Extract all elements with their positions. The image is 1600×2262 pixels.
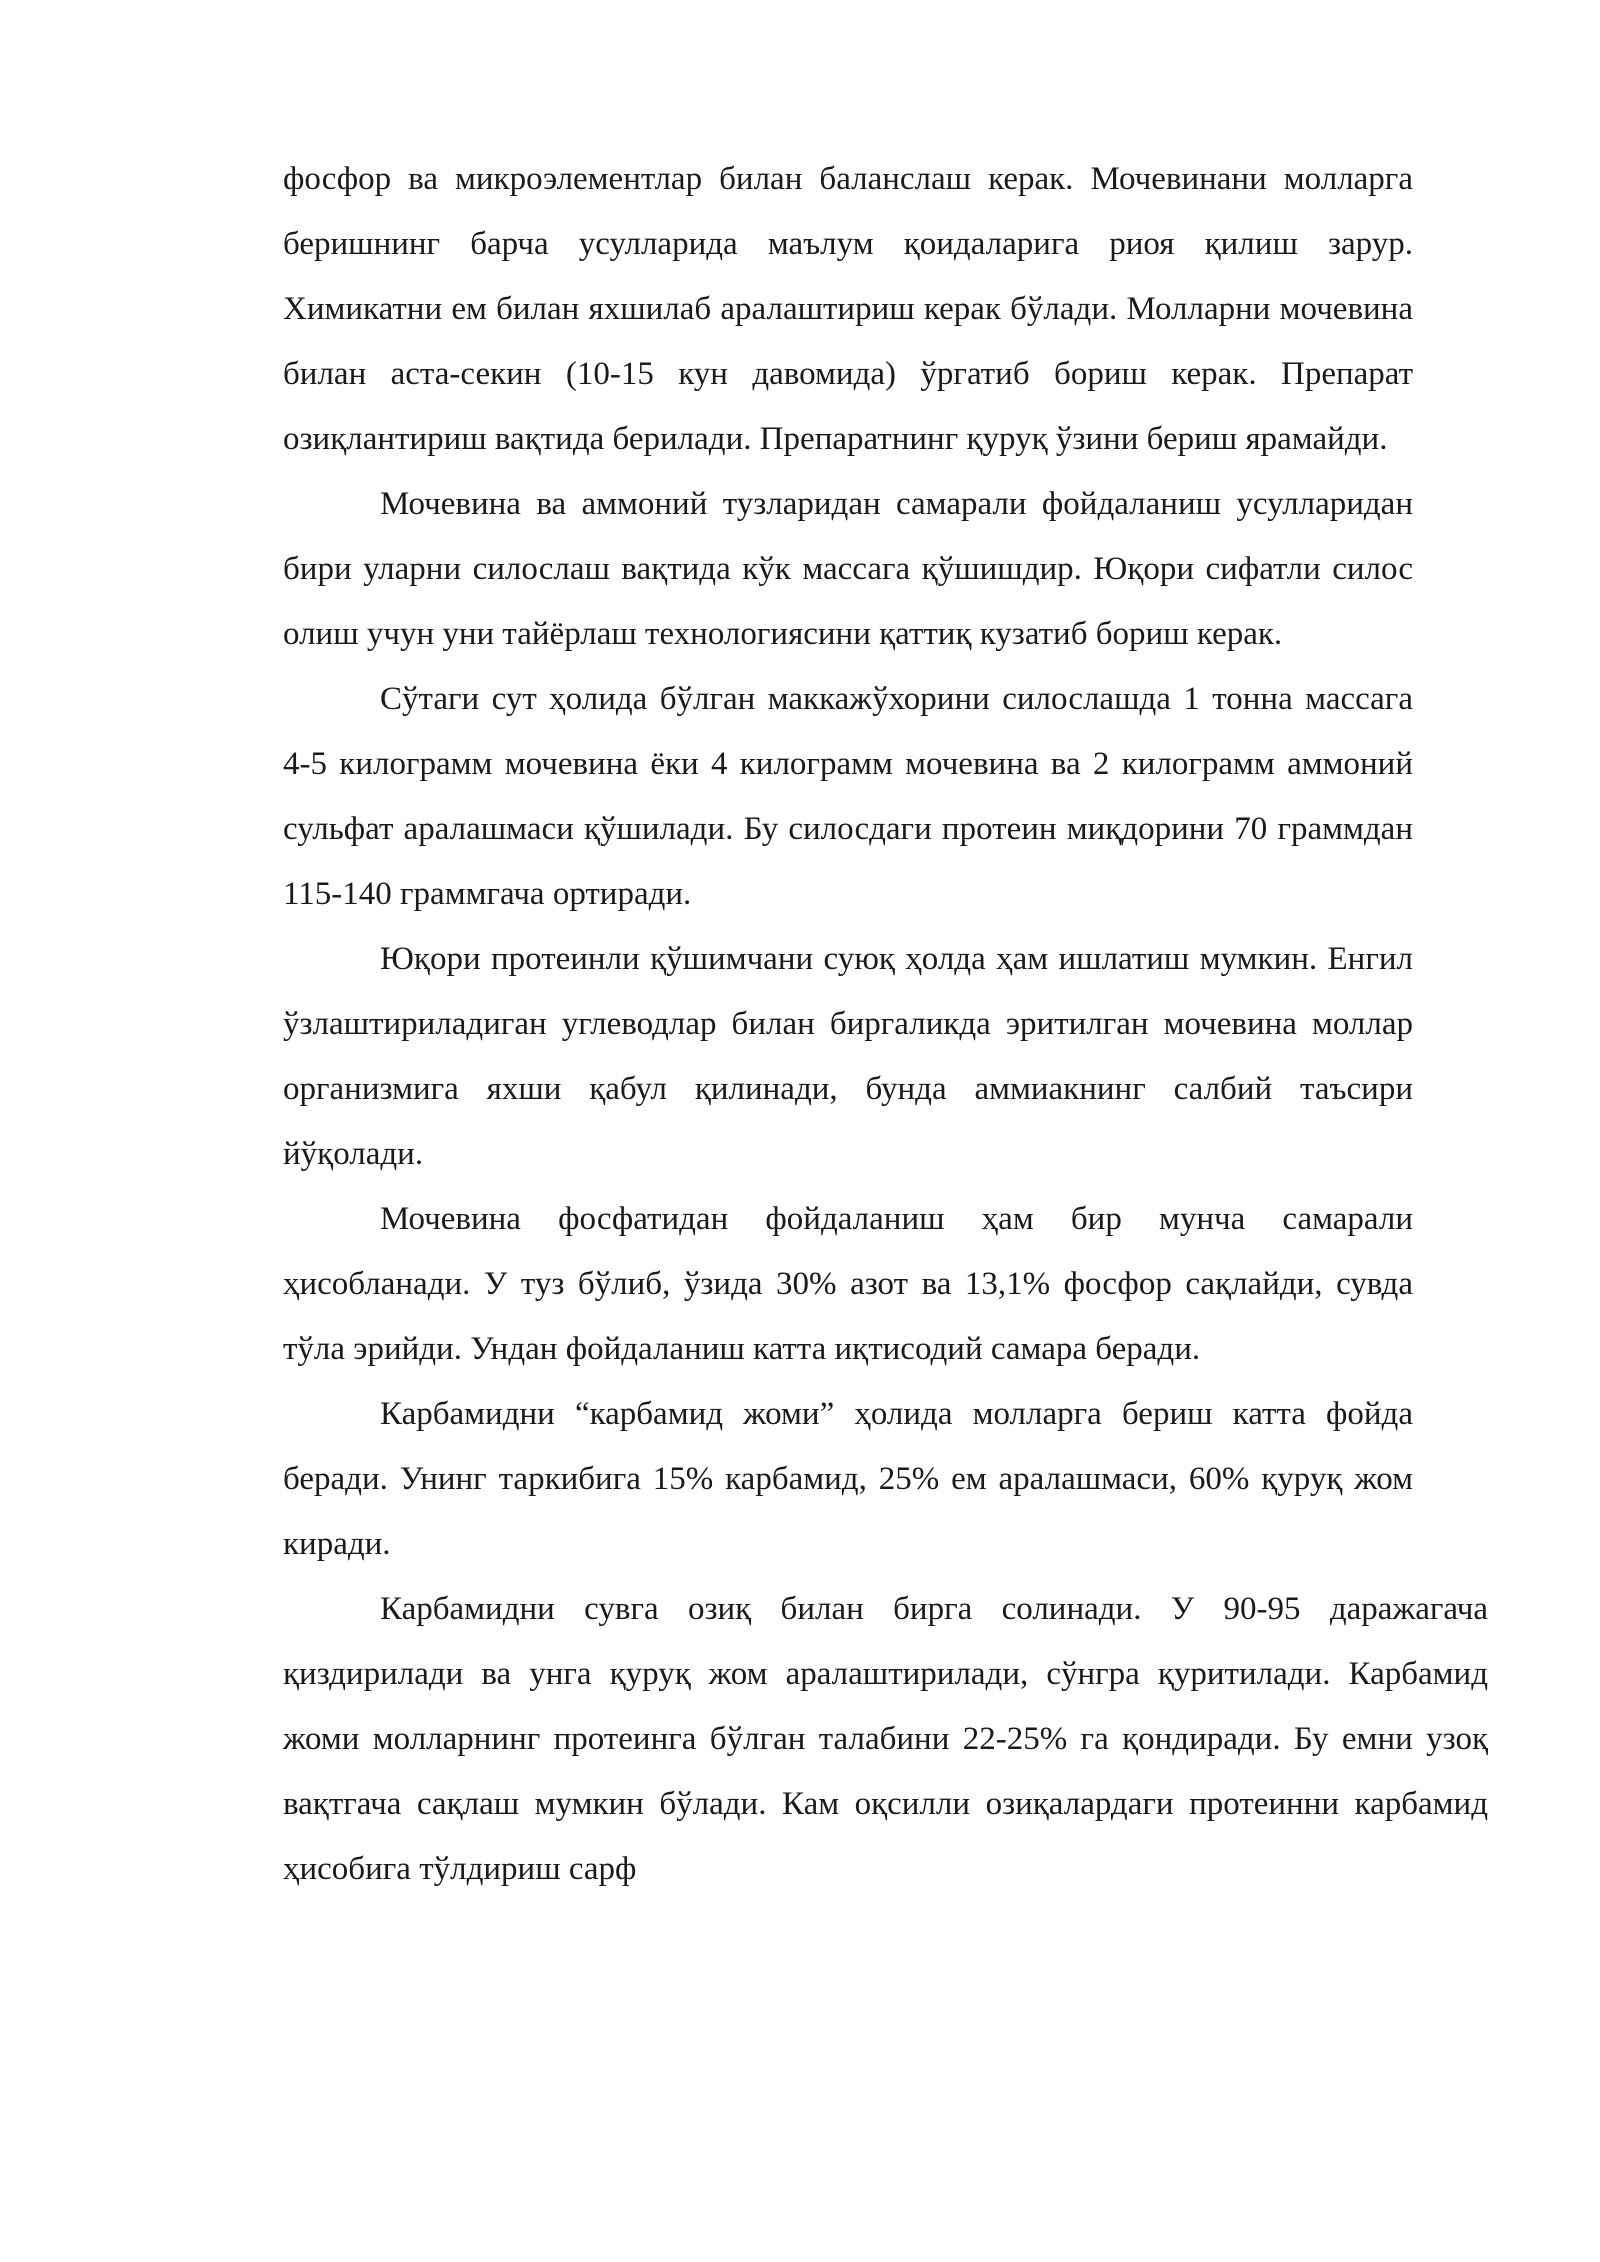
paragraph-4: Юқори протеинли қўшимчани суюқ ҳолда ҳам ишлатиш мумкин. Енгил ўзлаштириладиган углеводлар билан биргаликда эритилган мочевина моллар организмига яхши қабул қилинади, бунда аммиакнинг салбий таъсири йўқолади. bbox=[283, 941, 1413, 1172]
paragraph-3: Сўтаги сут ҳолида бўлган маккажўхорини силослашда 1 тонна массага 4-5 килограмм мочевина ёки 4 килограмм мочевина ва 2 килограмм аммоний сульфат аралашмаси қўшилади. Бу силосдаги протеин миқдорини 70 граммдан 115-140 граммгача ортиради. bbox=[283, 681, 1413, 912]
paragraph-7: Карбамидни сувга озиқ билан бирга солинади. У 90-95 даражагача қиздирилади ва унга қуруқ жом аралаштирилади, сўнгра қуритилади. Карбамид жоми молларнинг протеинга бўлган талабини 22-25% га қондиради. Бу емни узоқ вақтгача сақлаш мумкин бўлади. Кам оқсилли озиқалардаги протеинни карбамид ҳисобига тўлдириш сарф bbox=[283, 1591, 1488, 1887]
body-text bbox=[283, 147, 1488, 1902]
paragraph-2: Мочевина ва аммоний тузларидан самарали фойдаланиш усулларидан бири уларни силослаш вақтида кўк массага қўшишдир. Юқори сифатли силос олиш учун уни тайёрлаш технологиясини қаттиқ кузатиб бориш керак. bbox=[283, 486, 1413, 652]
paragraph-1: фосфор ва микроэлементлар билан баланслаш керак. Мочевинани молларга беришнинг барча усулларида маълум қоидаларига риоя қилиш зарур. Химикатни ем билан яхшилаб аралаштириш керак бўлади. Молларни мочевина билан аста-секин (10-15 кун давомида) ўргатиб бориш керак. Препарат озиқлантириш вақтида берилади. Препаратнинг қуруқ ўзини бериш ярамайди. bbox=[283, 161, 1413, 457]
paragraph-5: Мочевина фосфатидан фойдаланиш ҳам бир мунча самарали ҳисобланади. У туз бўлиб, ўзида 30% азот ва 13,1% фосфор сақлайди, сувда тўла эрийди. Ундан фойдаланиш катта иқтисодий самара беради. bbox=[283, 1201, 1413, 1367]
paragraph-6: Карбамидни “карбамид жоми” ҳолида молларга бериш катта фойда беради. Унинг таркибига 15% карбамид, 25% ем аралашмаси, 60% қуруқ жом киради. bbox=[283, 1396, 1413, 1562]
